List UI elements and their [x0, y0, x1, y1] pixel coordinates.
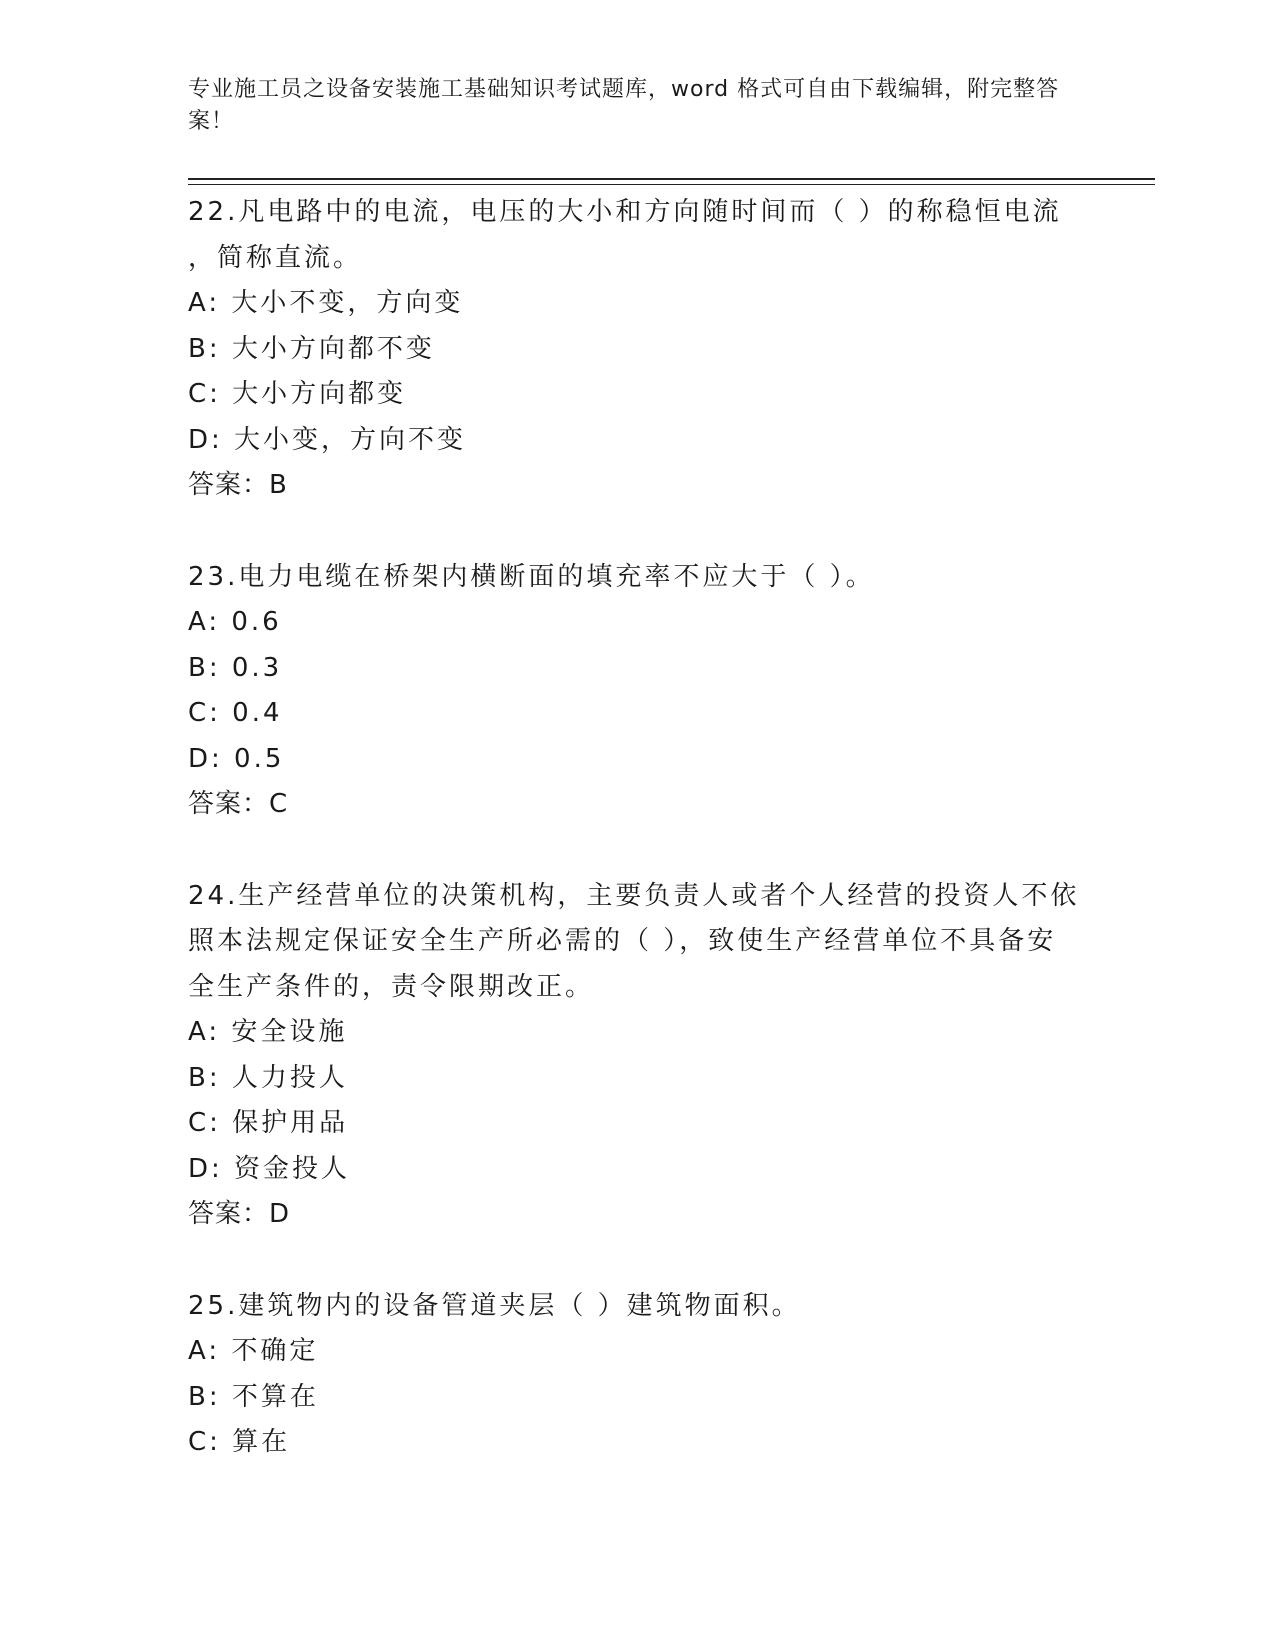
question-stem: 23.电力电缆在桥架内横断面的填充率不应大于（ ）。	[188, 561, 875, 592]
question-stem: 24.生产经营单位的决策机构，主要负责人或者个人经营的投资人不依	[188, 880, 1080, 911]
option-a: A: 安全设施	[188, 1017, 348, 1047]
option-b: B: 不算在	[188, 1381, 319, 1412]
question-stem: 22.凡电路中的电流，电压的大小和方向随时间而（ ）的称稳恒电流	[188, 197, 1062, 227]
question-list	[188, 190, 1088, 1512]
option-d: D: 大小变，方向不变	[188, 424, 467, 455]
answer-line: 答案：C	[188, 789, 289, 819]
option-d: D: 0.5	[188, 743, 285, 774]
answer-line: 答案：D	[188, 1199, 291, 1229]
question-23	[188, 555, 1088, 828]
option-a: A: 0.6	[188, 607, 282, 637]
option-c: C: 大小方向都变	[188, 379, 407, 409]
question-stem: 全生产条件的，责令限期改正。	[188, 971, 595, 1002]
option-b: B: 人力投人	[188, 1062, 348, 1093]
option-d: D: 资金投人	[188, 1153, 351, 1184]
option-c: C: 保护用品	[188, 1108, 349, 1138]
option-c: C: 算在	[188, 1427, 291, 1457]
question-24	[188, 874, 1088, 1238]
option-b: B: 0.3	[188, 652, 283, 683]
option-a: A: 大小不变，方向变	[188, 288, 464, 318]
document-header: 专业施工员之设备安装施工基础知识考试题库，word 格式可自由下载编辑，附完整答案！	[188, 77, 1060, 134]
question-stem: ，简称直流。	[188, 242, 363, 273]
header-divider-thin	[188, 184, 1155, 185]
option-c: C: 0.4	[188, 698, 283, 728]
question-stem: 照本法规定保证安全生产所必需的（ ），致使生产经营单位不具备安	[188, 926, 1057, 956]
answer-line: 答案：B	[188, 470, 288, 500]
question-stem: 25.建筑物内的设备管道夹层（ ）建筑物面积。	[188, 1290, 801, 1321]
question-25	[188, 1284, 1088, 1466]
option-b: B: 大小方向都不变	[188, 333, 435, 364]
option-a: A: 不确定	[188, 1336, 319, 1366]
question-22	[188, 190, 1088, 509]
header-divider-thick	[188, 178, 1155, 180]
